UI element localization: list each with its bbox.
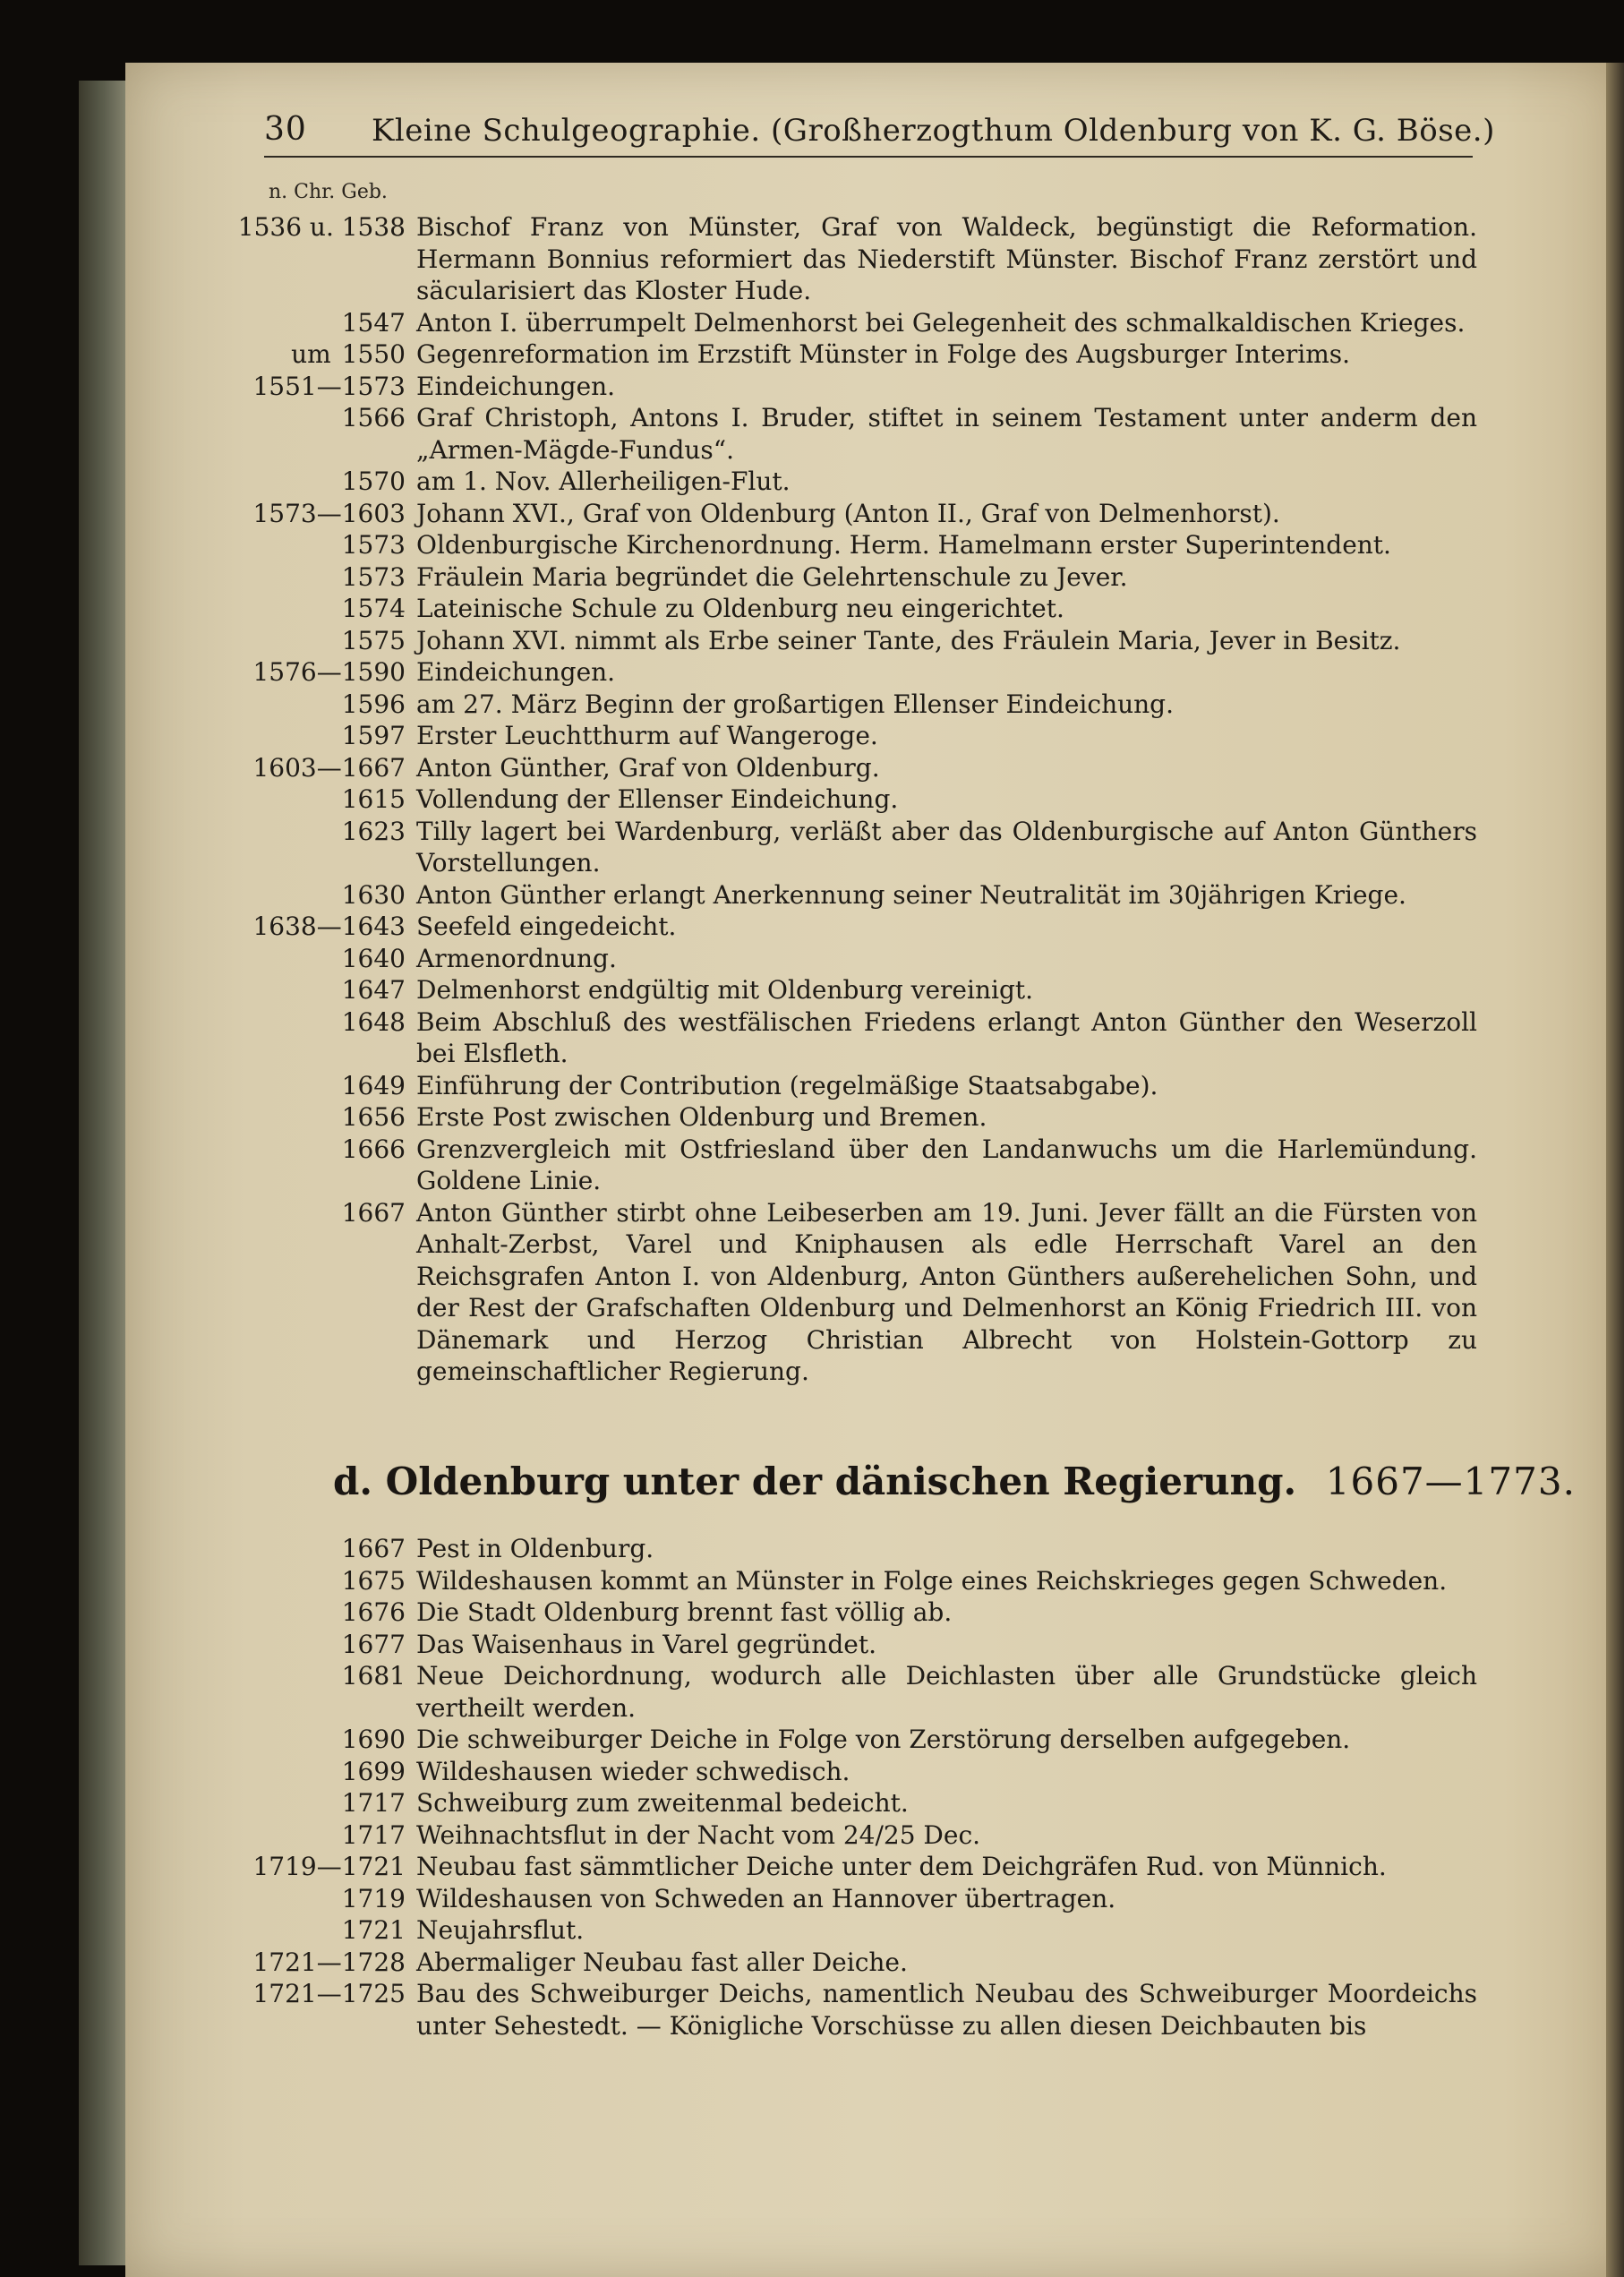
entry-year	[252, 911, 416, 943]
entry-text: Abermaliger Neubau fast aller Deiche.	[416, 1947, 908, 1977]
entry-year-text: 1647	[341, 975, 406, 1005]
entry-year-text: 1638—1643	[252, 912, 406, 941]
entry-year	[252, 1978, 416, 2010]
entry-year-text: 1597	[341, 721, 406, 750]
entry-text: Neubau fast sämmtlicher Deiche unter dem Deichgräfen Rud. von Münnich.	[416, 1852, 1387, 1881]
section-letter: d.	[333, 1460, 372, 1503]
entry-text: Wildeshausen von Schweden an Hannover übertragen.	[416, 1883, 1116, 1913]
chronology-entry	[269, 1787, 1477, 1819]
chronology-entry	[269, 1533, 1477, 1565]
entry-year	[252, 498, 416, 530]
chronology-entry	[269, 307, 1477, 339]
entry-text: Wildeshausen wieder schwedisch.	[416, 1756, 850, 1786]
entry-text: Die schweiburger Deiche in Folge von Zerstörung derselben aufgegeben.	[416, 1725, 1351, 1754]
chronology-entry	[269, 720, 1477, 752]
section-heading	[333, 1460, 1576, 1503]
entry-text: Johann XVI., Graf von Oldenburg (Anton II., Graf von Delmenhorst).	[416, 498, 1280, 528]
entry-text: Seefeld eingedeicht.	[416, 912, 677, 941]
page-right-edge	[1606, 63, 1624, 2277]
chronology-entry	[269, 1596, 1477, 1629]
entry-text: Anton Günther, Graf von Oldenburg.	[416, 752, 880, 783]
chronology-entry	[269, 1006, 1477, 1070]
entry-year	[269, 1819, 416, 1852]
entry-text: Das Waisenhaus in Varel gegründet.	[416, 1629, 876, 1659]
entry-year-text: 1623	[341, 816, 406, 846]
section-range: 1667—1773.	[1325, 1460, 1576, 1503]
entry-year	[269, 1565, 416, 1597]
entry-text: Einführung der Contribution (regelmäßige Staatsabgabe).	[416, 1070, 1158, 1100]
chronology-entry	[269, 1724, 1477, 1756]
chronology-entry	[269, 1101, 1477, 1134]
entry-year	[252, 1947, 416, 1979]
chronology-entry	[252, 656, 1477, 689]
entry-year	[269, 338, 416, 371]
running-title: Kleine Schulgeographie. (Großherzogthum Oldenburg von K. G. Böse.)	[372, 113, 1495, 149]
entry-year	[252, 1851, 416, 1883]
entry-text: Anton I. überrumpelt Delmenhorst bei Gelegenheit des schmalkaldischen Krieges.	[416, 307, 1466, 338]
entry-text: Die Stadt Oldenburg brennt fast völlig ab.	[416, 1597, 953, 1627]
entry-text: Vollendung der Ellenser Eindeichung.	[416, 784, 899, 814]
entry-year-text: 1717	[341, 1819, 406, 1850]
entry-year	[269, 307, 416, 339]
chronology-entry	[269, 1819, 1477, 1852]
entry-year	[252, 752, 416, 784]
entry-text: Anton Günther stirbt ohne Leibeserben am 19. Juni. Jever fällt an die Fürsten von Anhalt-Zerbst, Varel und Kniphausen als edle Herrschaft Varel an den Reichsgrafen Anton I. von Aldenburg, Anton Günthers außerehelichen Sohn, und der Rest der Grafschaften Oldenburg und Delmenhorst an König Friedrich III. von Dänemark und Herzog Christian Albrecht von Holstein-Gottorp zu gemeinschaftlicher Regierung.	[416, 1197, 1477, 1386]
entry-year-prefix: um	[291, 339, 331, 369]
entry-year	[269, 1756, 416, 1788]
entry-year-text: 1719—1721	[252, 1852, 406, 1881]
entry-text: Beim Abschluß des westfälischen Friedens erlangt Anton Günther den Weserzoll bei Elsfleth.	[416, 1006, 1477, 1068]
page-number: 30	[264, 111, 307, 148]
entry-year	[269, 1006, 416, 1039]
entry-text: Pest in Oldenburg.	[416, 1534, 654, 1563]
entry-year	[269, 816, 416, 848]
entry-year-text: 1717	[341, 1788, 406, 1818]
entry-year-text: 1690	[341, 1725, 406, 1754]
entry-year-text: 1551—1573	[252, 371, 406, 401]
entry-text: Erste Post zwischen Oldenburg und Bremen.	[416, 1102, 987, 1132]
entry-year	[269, 1660, 416, 1692]
entry-text: Wildeshausen kommt an Münster in Folge eines Reichskrieges gegen Schweden.	[416, 1565, 1448, 1596]
entry-year	[269, 974, 416, 1006]
entry-year-text: 1575	[341, 625, 406, 655]
entry-year	[269, 593, 416, 625]
entry-year-text: 1666	[341, 1134, 406, 1164]
entry-year-text: 1721—1725	[252, 1979, 406, 2008]
chronology-entry	[269, 1660, 1477, 1724]
section-title: Oldenburg unter der dänischen Regierung.	[385, 1460, 1297, 1503]
entry-year-text: 1648	[341, 1006, 406, 1037]
entry-text: Bau des Schweiburger Deichs, namentlich Neubau des Schweiburger Moordeichs unter Sehestedt. — Königliche Vorschüsse zu allen diesen Deichbauten bis	[416, 1979, 1477, 2041]
entry-year	[269, 529, 416, 561]
chronology-entry	[269, 974, 1477, 1006]
entry-year-text: 1721	[341, 1915, 406, 1945]
chronology-entry	[269, 943, 1477, 975]
entry-year	[252, 371, 416, 403]
page-header	[264, 109, 1495, 158]
entry-year	[269, 561, 416, 594]
chronology-entry	[269, 593, 1477, 625]
entry-year	[269, 1070, 416, 1102]
entry-text: am 1. Nov. Allerheiligen-Flut.	[416, 467, 791, 496]
entry-year	[269, 689, 416, 721]
entry-year-text: 1576—1590	[252, 657, 406, 687]
chronology-list-danish	[252, 1533, 1477, 2042]
chronology-entry	[237, 211, 1477, 307]
entry-year	[269, 1787, 416, 1819]
entry-text: Eindeichungen.	[416, 657, 616, 687]
entry-year-text: 1676	[341, 1597, 406, 1627]
entry-year-text: 1656	[341, 1102, 406, 1132]
entry-text: Weihnachtsflut in der Nacht vom 24/25 Dec.	[416, 1819, 981, 1850]
entry-year	[269, 720, 416, 752]
chronology-entry	[269, 1883, 1477, 1915]
chronology-entry	[252, 1947, 1477, 1979]
entry-text: Tilly lagert bei Wardenburg, verläßt aber das Oldenburgische auf Anton Günthers Vorstellungen.	[416, 816, 1477, 877]
chronology-entry	[252, 1978, 1477, 2042]
entry-year-text: 1721—1728	[252, 1947, 406, 1977]
entry-year	[269, 1596, 416, 1629]
entry-year	[269, 1197, 416, 1229]
entry-year-text: 1570	[341, 467, 406, 496]
chronology-entry	[269, 879, 1477, 912]
entry-year	[269, 1914, 416, 1947]
entry-year-text: 1649	[341, 1070, 406, 1100]
entry-text: Johann XVI. nimmt als Erbe seiner Tante, des Fräulein Maria, Jever in Besitz.	[416, 625, 1401, 655]
chronology-entry	[269, 338, 1477, 371]
chronology-entry	[269, 561, 1477, 594]
entry-year-text: 1603—1667	[252, 752, 406, 783]
entry-year-text: 1615	[341, 784, 406, 814]
chronology-entry	[269, 1629, 1477, 1661]
entry-year-text: 1573	[341, 530, 406, 560]
entry-text: am 27. März Beginn der großartigen Ellenser Eindeichung.	[416, 689, 1174, 719]
entry-year-text: 1547	[341, 307, 406, 338]
entry-text: Bischof Franz von Münster, Graf von Waldeck, begünstigt die Reformation. Hermann Bonnius reformiert das Niederstift Münster. Bischof Franz zerstört und säcularisiert das Kloster Hude.	[416, 212, 1477, 305]
entry-text: Gegenreformation im Erzstift Münster in Folge des Augsburger Interims.	[416, 339, 1351, 369]
entry-year-text: 1536 u. 1538	[237, 212, 406, 242]
entry-year-text: 1573—1603	[252, 498, 406, 528]
entry-year	[269, 1629, 416, 1661]
entry-year-text: 1573	[341, 561, 406, 592]
chronology-entry	[269, 402, 1477, 466]
entry-year-text: 1596	[341, 689, 406, 719]
entry-year-text: 1667	[341, 1197, 406, 1228]
entry-year-text: 1630	[341, 879, 406, 910]
chronology-entry	[269, 1756, 1477, 1788]
entry-year-text: 1550	[341, 339, 406, 369]
entry-year	[269, 466, 416, 498]
entry-year	[269, 879, 416, 912]
entry-year-text: 1681	[341, 1661, 406, 1691]
entry-text: Lateinische Schule zu Oldenburg neu eingerichtet.	[416, 594, 1064, 623]
chronology-entry	[269, 1134, 1477, 1197]
entry-year	[269, 625, 416, 657]
entry-text: Armenordnung.	[416, 943, 617, 973]
chronology-entry	[269, 816, 1477, 879]
entry-text: Eindeichungen.	[416, 371, 616, 401]
entry-year	[269, 1883, 416, 1915]
entry-year	[269, 402, 416, 434]
chronology-entry	[269, 529, 1477, 561]
entry-text: Graf Christoph, Antons I. Bruder, stiftet in seinem Testament unter anderm den „Armen-Mägde-Fundus“.	[416, 403, 1477, 465]
entry-year-text: 1719	[341, 1883, 406, 1913]
chronology-entry	[269, 1565, 1477, 1597]
chronology-entry	[252, 752, 1477, 784]
entry-year-text: 1566	[341, 403, 406, 432]
chronology-entry	[252, 1851, 1477, 1883]
entry-year	[269, 1533, 416, 1565]
entry-year	[269, 783, 416, 816]
entry-year	[269, 1134, 416, 1166]
chronology-entry	[269, 689, 1477, 721]
entry-year	[252, 656, 416, 689]
era-note: n. Chr. Geb.	[269, 181, 388, 203]
entry-text: Grenzvergleich mit Ostfriesland über den Landanwuchs um die Harlemündung. Goldene Linie.	[416, 1134, 1477, 1195]
chronology-list	[237, 211, 1477, 1388]
entry-text: Anton Günther erlangt Anerkennung seiner Neutralität im 30jährigen Kriege.	[416, 879, 1406, 910]
chronology-entry	[269, 783, 1477, 816]
entry-year	[269, 1101, 416, 1134]
entry-year-text: 1699	[341, 1756, 406, 1786]
chronology-entry	[269, 625, 1477, 657]
entry-text: Neue Deichordnung, wodurch alle Deichlasten über alle Grundstücke gleich vertheilt werden.	[416, 1661, 1477, 1723]
entry-text: Schweiburg zum zweitenmal bedeicht.	[416, 1788, 909, 1818]
entry-text: Oldenburgische Kirchenordnung. Herm. Hamelmann erster Superintendent.	[416, 530, 1391, 560]
entry-year-text: 1574	[341, 594, 406, 623]
entry-year-text: 1677	[341, 1629, 406, 1659]
chronology-entry	[269, 1197, 1477, 1388]
chronology-entry	[252, 911, 1477, 943]
entry-text: Neujahrsflut.	[416, 1915, 585, 1945]
entry-text: Erster Leuchtthurm auf Wangeroge.	[416, 721, 878, 750]
entry-year-text: 1640	[341, 943, 406, 973]
chronology-entry	[269, 1914, 1477, 1947]
chronology-entry	[252, 498, 1477, 530]
entry-year	[269, 1724, 416, 1756]
chronology-entry	[269, 466, 1477, 498]
entry-text: Fräulein Maria begründet die Gelehrtenschule zu Jever.	[416, 561, 1128, 592]
chronology-entry	[252, 371, 1477, 403]
entry-year-text: 1667	[341, 1534, 406, 1563]
chronology-entry	[269, 1070, 1477, 1102]
entry-text: Delmenhorst endgültig mit Oldenburg vereinigt.	[416, 975, 1034, 1005]
entry-year	[237, 211, 416, 244]
entry-year	[269, 943, 416, 975]
entry-year-text: 1675	[341, 1565, 406, 1596]
